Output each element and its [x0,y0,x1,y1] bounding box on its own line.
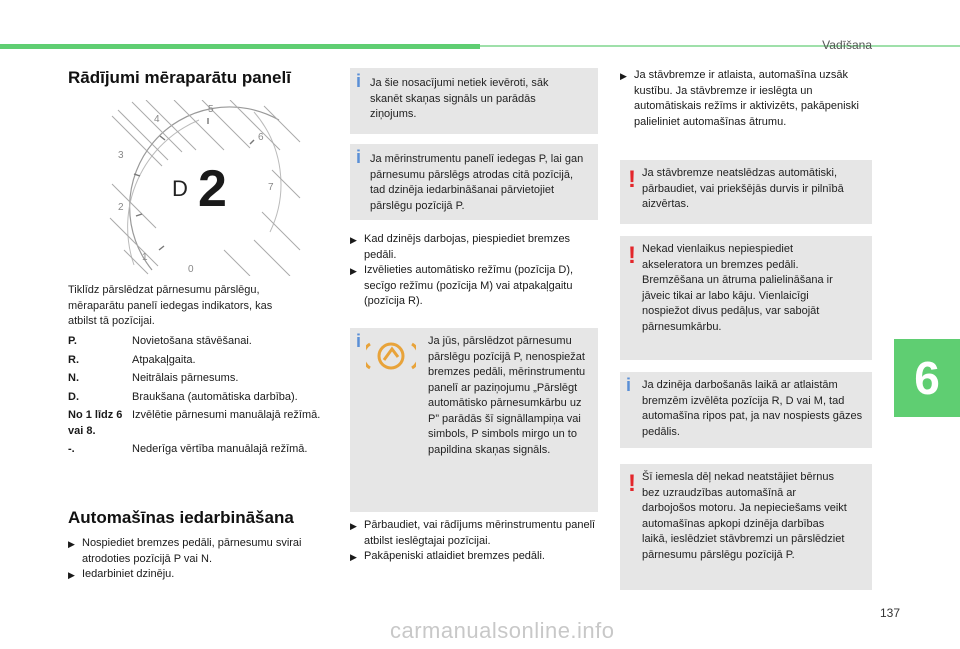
definition-row: N. Neitrālais pārnesums. [68,372,239,384]
list-item: ▶ Ja stāvbremze ir atlaista, automašīna uzsāk kustību. Ja stāvbremze ir ieslēgta un automātiskais režīms ir aktivizēts, pakāpeniski palieliniet automašīnas ātrumu. [620,69,859,128]
page-number: 137 [879,606,900,620]
release-bullets [350,518,598,566]
parking-brake-bullet [620,68,872,130]
gauge-tick-3: 3 [118,150,124,161]
info-icon: i [356,71,362,91]
gauge-tick-7: 7 [268,182,274,193]
header-accent-line [480,45,960,47]
list-item: ▶ Izvēlieties automātisko režīmu (pozīcija D), secīgo režīmu (pozīcija M) vai atpakaļgaitu (pozīcija R). [350,264,574,307]
definition-row: -. Nederīga vērtība manuālajā režīmā. [68,443,308,455]
list-item: ▶ Kad dzinējs darbojas, piespiediet bremzes pedāli. [350,233,571,261]
info-box: i Ja šie nosacījumi netiek ievēroti, sāk skanēt skaņas signāls un parādās ziņojums. [350,68,598,134]
engine-bullets [350,232,598,310]
info-box-warning-light: i Ja jūs, pārslēdzot pārnesumu pārslēgu pozīcijā P, nenospiežat bremzes pedāli, mērinstrumentu panelī ar paziņojumu „Pārslēgt automātisko pārnesumkārbu uz P” parādās šī signāllampiņa vai simbols, P simbols mirgo un to papildina skaņas signāls. [350,328,598,512]
warning-icon: ! [628,470,636,497]
definition-row: R. Atpakaļgaita. [68,353,196,366]
running-title: Vadīšana [822,38,872,52]
gauge-ticks [134,118,254,250]
definition-row: D. Braukšana (automātiska darbība). [68,390,298,403]
warning-icon: ! [628,166,636,193]
start-bullets [68,536,338,584]
section-title-gauge: Rādījumi mēraparātu panelī [68,68,291,87]
list-item: ▶ Pakāpeniski atlaidiet bremzes pedāli. [350,550,545,562]
chapter-tab: 6 [894,339,960,417]
info-icon: i [356,147,362,167]
gear-definitions [68,334,338,461]
warning-box: ! Nekad vienlaikus nepiespiediet akseleratora un bremzes pedāli. Bremzēšana un ātruma palielināšana ir jāveic tikai ar labo kāju. Vienlaicīgi nospiežot divus pedāļus, var sabojāt pārnesumkārbu. [620,236,872,360]
info-icon: i [356,331,362,351]
info-box: i Ja dzinēja darbošanās laikā ar atlaistām bremzēm izvēlēta pozīcija R, D vai M, tad automašīna ripos pat, ja nav nospiests gāzes pedālis. [620,372,872,448]
gauge-tick-2: 2 [118,202,124,213]
gauge-tick-4: 4 [154,114,160,125]
info-icon: i [626,375,632,395]
gauge-illustration [104,100,304,276]
footer-watermark: carmanualsonline.info [390,618,615,643]
definition-row: P. Novietošana stāvēšanai. [68,335,252,347]
warning-box: ! Ja stāvbremze neatslēdzas automātiski, pārbaudiet, vai priekšējās durvis ir pilnībā aizvērtas. [620,160,872,224]
foot-brake-warning-icon [366,340,416,372]
list-item: ▶ Nospiediet bremzes pedāli, pārnesumu svirai atrodoties pozīcijā P vai N. [68,537,302,565]
warning-box: ! Šī iemesla dēļ nekad neatstājiet bērnus bez uzraudzības automašīnā ar darbojošos motoru. Ja nepieciešams veikt automašīnas apkopi dzinēja darbības laikā, ieslēdziet stāvbremzi un pārslēdziet pārnesumu pārslēgu pozīcijā P. [620,464,872,590]
gauge-tick-1: 1 [142,252,148,263]
definition-row: No 1 līdz 6 vai 8. Izvēlētie pārnesumi manuālajā režīmā. [68,409,321,437]
header-accent-bar [0,44,480,49]
warning-icon: ! [628,242,636,269]
gauge-intro-text: Tiklīdz pārslēdzat pārnesumu pārslēgu, mēraparātu panelī iedegas indikators, kas atbilst tā pozīcijai. [68,284,273,327]
gauge-gear-number: 2 [198,160,227,218]
info-box: i Ja mērinstrumentu panelī iedegas P, lai gan pārnesumu pārslēgs atrodas citā pozīcijā, tad dzinēja iedarbināšanai pārvietojiet pārslēgu pozīcijā P. [350,144,598,220]
gauge-tick-5: 5 [208,104,214,115]
gauge-gear-letter: D [172,176,188,201]
gauge-tick-0: 0 [188,264,194,275]
section-title-start: Automašīnas iedarbināšana [68,508,294,527]
list-item: ▶ Pārbaudiet, vai rādījums mērinstrumentu panelī atbilst ieslēgtajai pozīcijai. [350,519,596,547]
gauge-tick-6: 6 [258,132,264,143]
list-item: ▶ Iedarbiniet dzinēju. [68,568,175,580]
